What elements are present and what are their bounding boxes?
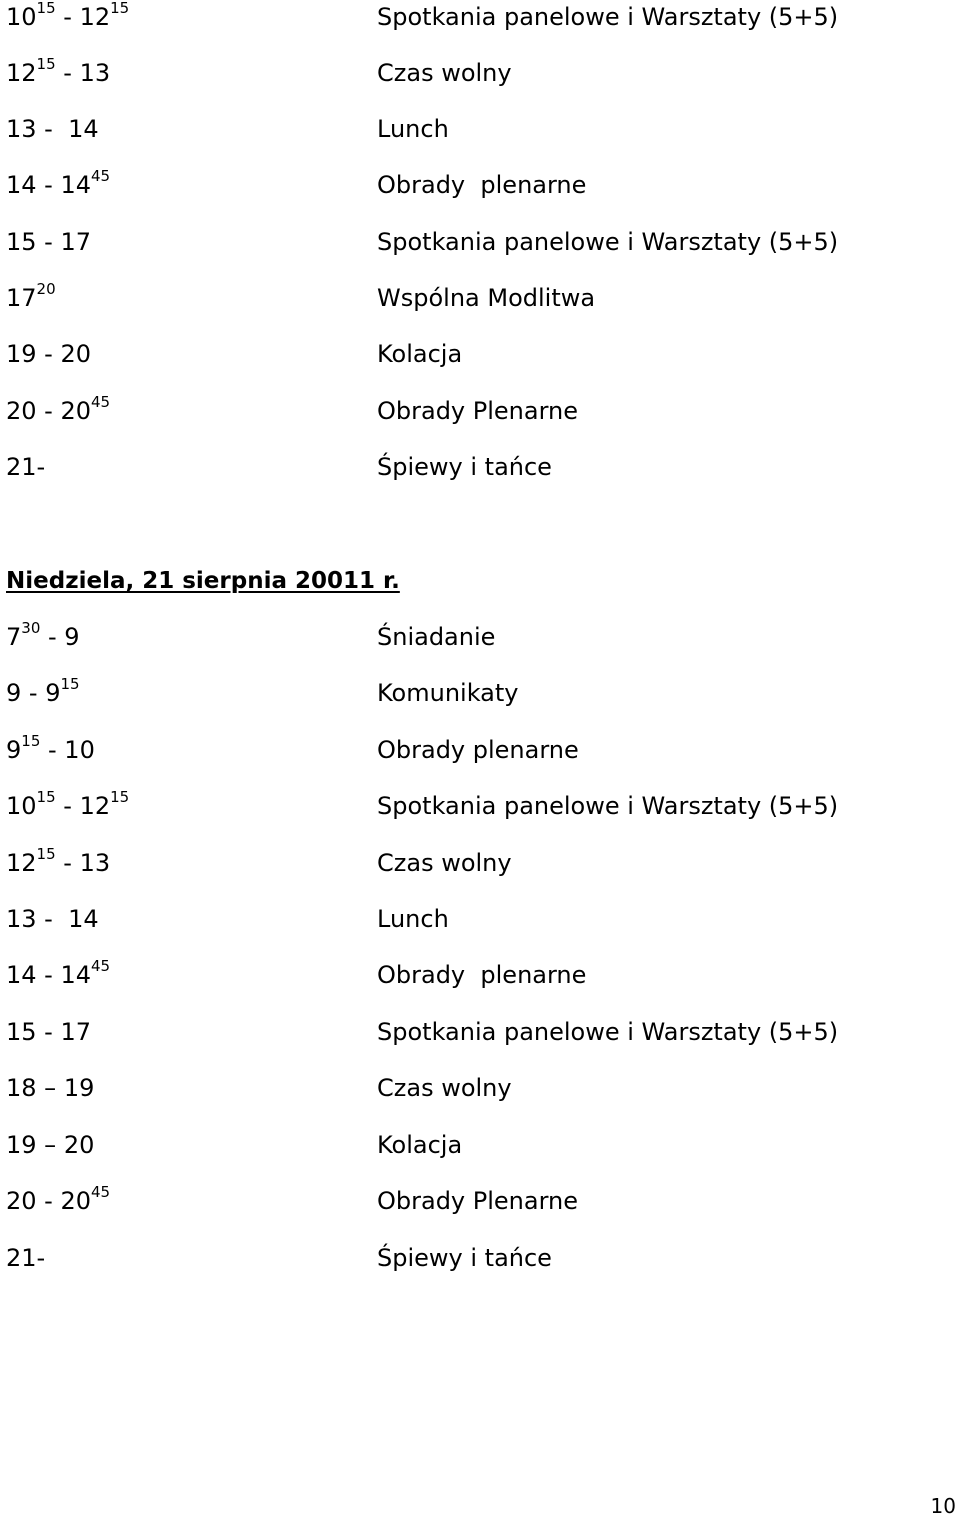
activity-label: Śniadanie — [377, 623, 496, 651]
activity-label: Lunch — [377, 115, 449, 143]
activity-label: Kolacja — [377, 340, 463, 368]
schedule-row — [0, 846, 960, 886]
time-range: $12^{15} - 13$ — [6, 845, 111, 877]
schedule-row — [0, 902, 960, 942]
activity-label: Spotkania panelowe i Warsztaty (5+5) — [377, 3, 839, 31]
schedule-row — [0, 225, 960, 265]
time-range: 19 - 20 — [6, 340, 92, 368]
time-range: $20 - 20^{45}$ — [6, 1183, 111, 1215]
activity-label: Spotkania panelowe i Warsztaty (5+5) — [377, 792, 839, 820]
activity-label: Czas wolny — [377, 1074, 512, 1102]
activity-label: Czas wolny — [377, 849, 512, 877]
time-range: 13 - 14 — [6, 115, 99, 143]
time-range: $20 - 20^{45}$ — [6, 393, 111, 425]
schedule-row — [0, 394, 960, 434]
time-range: $9^{15} - 10$ — [6, 732, 95, 764]
time-range: $7^{30} - 9$ — [6, 619, 80, 651]
time-range: $10^{15} - 12^{15}$ — [6, 788, 130, 820]
time-range: $9 - 9^{15}$ — [6, 675, 80, 707]
activity-label: Obrady plenarne — [377, 961, 587, 989]
activity-label: Spotkania panelowe i Warsztaty (5+5) — [377, 228, 839, 256]
activity-label: Obrady plenarne — [377, 171, 587, 199]
time-range: $10^{15} - 12^{15}$ — [6, 0, 130, 31]
activity-label: Obrady plenarne — [377, 736, 579, 764]
schedule-row — [0, 450, 960, 490]
schedule-row — [0, 620, 960, 660]
time-range: 13 - 14 — [6, 905, 99, 933]
schedule-row — [0, 168, 960, 208]
activity-label: Kolacja — [377, 1131, 463, 1159]
time-range: 15 - 17 — [6, 1018, 92, 1046]
activity-label: Spotkania panelowe i Warsztaty (5+5) — [377, 1018, 839, 1046]
schedule-row — [0, 0, 960, 40]
activity-label: Wspólna Modlitwa — [377, 284, 596, 312]
time-range: $14 - 14^{45}$ — [6, 167, 111, 199]
time-range: 21- — [6, 1244, 46, 1272]
schedule-row — [0, 676, 960, 716]
activity-label: Obrady Plenarne — [377, 397, 579, 425]
schedule-row — [0, 1015, 960, 1055]
schedule-row — [0, 733, 960, 773]
time-range: $12^{15} - 13$ — [6, 55, 111, 87]
schedule-row — [0, 789, 960, 829]
schedule-row — [0, 112, 960, 152]
activity-label: Obrady Plenarne — [377, 1187, 579, 1215]
time-range: 15 - 17 — [6, 228, 92, 256]
schedule-row — [0, 1128, 960, 1168]
time-range: $14 - 14^{45}$ — [6, 957, 111, 989]
time-range: 18 – 19 — [6, 1074, 95, 1102]
day-heading: Niedziela, 21 sierpnia 20011 r. — [6, 568, 400, 594]
schedule-row — [0, 958, 960, 998]
schedule-row — [0, 1071, 960, 1111]
activity-label: Śpiewy i tańce — [377, 1244, 552, 1272]
activity-label: Śpiewy i tańce — [377, 453, 552, 481]
schedule-row — [0, 56, 960, 96]
schedule-row — [0, 337, 960, 377]
activity-label: Lunch — [377, 905, 449, 933]
schedule-row — [0, 1184, 960, 1224]
schedule-row — [0, 281, 960, 321]
time-range: $17^{20}$ — [6, 280, 56, 312]
activity-label: Komunikaty — [377, 679, 519, 707]
time-range: 19 – 20 — [6, 1131, 95, 1159]
page-number: 10 — [930, 1494, 956, 1518]
schedule-row — [0, 1241, 960, 1281]
time-range: 21- — [6, 453, 46, 481]
activity-label: Czas wolny — [377, 59, 512, 87]
